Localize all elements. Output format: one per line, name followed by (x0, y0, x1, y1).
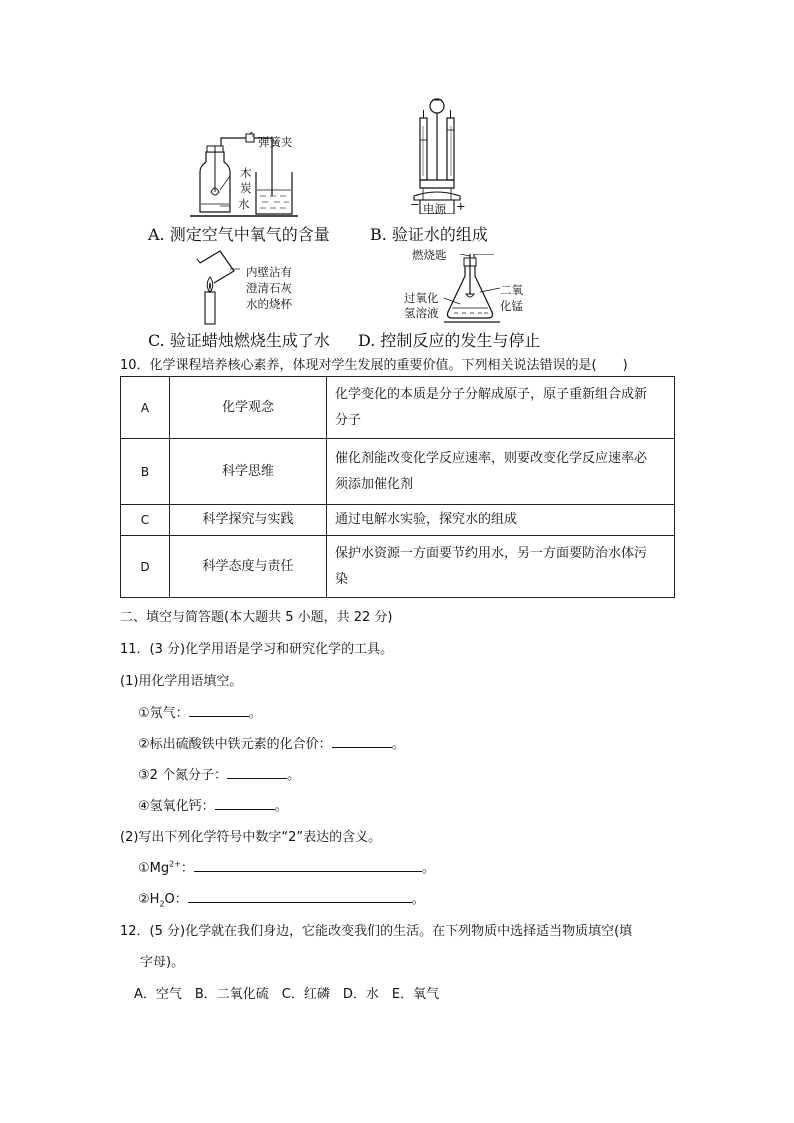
row-name: 科学思维 (170, 439, 327, 505)
caption-b: B. 验证水的组成 (370, 225, 488, 244)
q11-item-h2o: $②H_2O$： 。 (138, 892, 425, 909)
q12-stem-line2: 字母)。 (140, 955, 185, 970)
label-power-source: 电源 (423, 202, 446, 216)
q12-options: A．空气 B．二氧化硫 C．红磷 D．水 E．氧气 (134, 987, 440, 1002)
label-beaker-2: 澄清石灰 (246, 281, 292, 295)
row-key: B (121, 439, 170, 505)
q10-stem: 10．化学课程培养核心素养，体现对学生发展的重要价值。下列相关说法错误的是( ) (120, 358, 628, 373)
answer-blank[interactable] (194, 859, 422, 872)
label-wood: 木 (240, 166, 252, 180)
q11-item-n2: ③2 个氮分子： 。 (138, 768, 301, 783)
label-positive: + (456, 199, 466, 213)
answer-blank[interactable] (227, 766, 287, 779)
row-name: 科学探究与实践 (170, 505, 327, 536)
table-row (121, 536, 675, 598)
label-mno2-2: 化锰 (500, 299, 523, 313)
figure-d-apparatus (444, 254, 506, 326)
row-statement: 通过电解水实验，探究水的组成 (327, 505, 675, 536)
caption-d: D. 控制反应的发生与停止 (358, 331, 541, 350)
label-charcoal: 炭 (240, 181, 252, 195)
q12-stem-line1: 12．(5 分)化学就在我们身边，它能改变我们的生活。在下列物质中选择适当物质填空(填 (120, 924, 633, 939)
q10-options-table (120, 376, 675, 598)
table-row (121, 377, 675, 439)
label-spring-clip: 弹簧夹 (258, 135, 293, 149)
label-mno2-1: 二氧 (500, 283, 523, 297)
caption-a: A. 测定空气中氧气的含量 (148, 225, 330, 244)
row-statement: 化学变化的本质是分子分解成原子，原子重新组合成新 分子 (327, 377, 675, 439)
answer-blank[interactable] (188, 890, 412, 903)
q11-item-mg: $①Mg^{2+}$： 。 (138, 859, 435, 876)
row-key: C (121, 505, 170, 536)
table-row (121, 505, 675, 536)
row-name: 化学观念 (170, 377, 327, 439)
label-h2o2-1: 过氧化 (404, 291, 439, 305)
label-burning-spoon: 燃烧匙 (412, 248, 447, 262)
answer-blank[interactable] (332, 735, 392, 748)
q11-stem: 11．(3 分)化学用语是学习和研究化学的工具。 (120, 642, 394, 657)
label-negative: − (410, 197, 420, 211)
row-key: A (121, 377, 170, 439)
q11-item-valence: ②标出硫酸铁中铁元素的化合价： 。 (138, 737, 405, 752)
table-row (121, 439, 675, 505)
row-name: 科学态度与责任 (170, 536, 327, 598)
q11-part1: (1)用化学用语填空。 (120, 674, 243, 689)
section-heading: 二、填空与简答题(本大题共 5 小题，共 22 分) (120, 610, 393, 625)
row-statement: 保护水资源一方面要节约用水，另一方面要防治水体污 染 (327, 536, 675, 598)
caption-c: C. 验证蜡烛燃烧生成了水 (148, 331, 330, 350)
label-h2o2-2: 氢溶液 (404, 306, 439, 320)
q11-item-neon: ①氖气： 。 (138, 706, 262, 721)
label-water: 水 (238, 197, 250, 211)
label-beaker-1: 内壁沾有 (246, 265, 292, 279)
answer-blank[interactable] (215, 797, 275, 810)
q11-item-caoh2: ④氢氧化钙： 。 (138, 799, 288, 814)
label-beaker-3: 水的烧杯 (246, 297, 292, 311)
figure-c-apparatus (194, 247, 244, 327)
answer-blank[interactable] (189, 704, 249, 717)
q11-part2: (2)写出下列化学符号中数字“2”表达的含义。 (120, 830, 382, 845)
row-key: D (121, 536, 170, 598)
row-statement: 催化剂能改变化学反应速率，则要改变化学反应速率必 须添加催化剂 (327, 439, 675, 505)
